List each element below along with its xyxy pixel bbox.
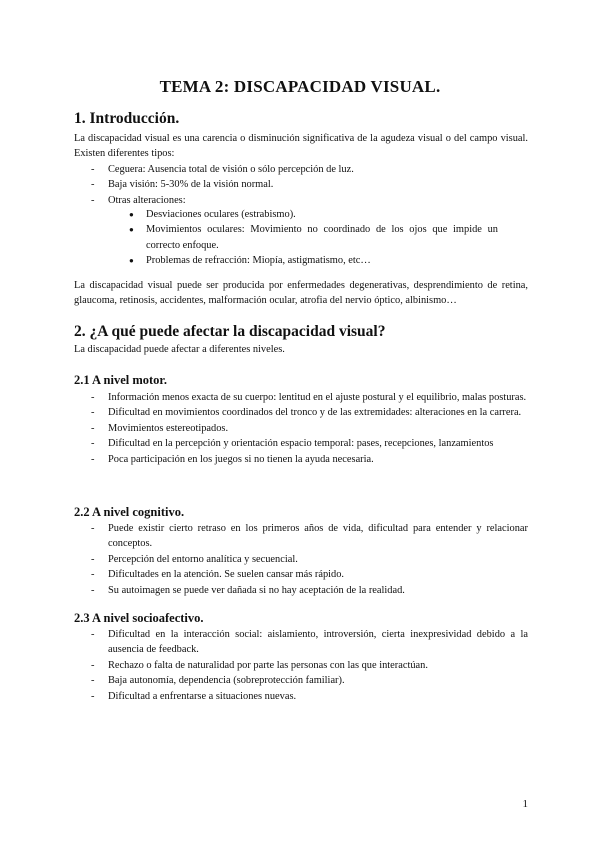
list-item: - Baja visión: 5-30% de la visión normal. bbox=[72, 177, 528, 192]
cognitive-list bbox=[72, 521, 528, 598]
motor-list bbox=[72, 390, 528, 467]
list-item: ● Problemas de refracción: Miopía, astigmatismo, etc… bbox=[72, 253, 498, 268]
list-item: - Información menos exacta de su cuerpo: lentitud en el ajuste postural y el equilibrio, malas posturas. bbox=[72, 390, 528, 405]
list-item: - Baja autonomía, dependencia (sobreprotección familiar). bbox=[72, 673, 528, 688]
heading-introduccion: 1. Introducción. bbox=[74, 110, 180, 127]
list-item: ● Movimientos oculares: Movimiento no coordinado de los ojos que impide un correcto enfoque. bbox=[72, 222, 498, 253]
affects-paragraph: La discapacidad puede afectar a diferentes niveles. bbox=[74, 344, 285, 355]
heading-nivel-cognitivo: 2.2 A nivel cognitivo. bbox=[74, 505, 185, 519]
intro-paragraph: La discapacidad visual es una carencia o disminución significativa de la agudeza visual o del campo visual. Existen diferentes tipos: bbox=[74, 133, 528, 160]
document-title: TEMA 2: DISCAPACIDAD VISUAL. bbox=[159, 77, 441, 96]
list-item: - Dificultades en la atención. Se suelen cansar más rápido. bbox=[72, 567, 528, 582]
intro-causes-paragraph: La discapacidad visual puede ser producida por enfermedades degenerativas, desprendimiento de retina, glaucoma, retinosis, accidentes, malformación ocular, atrofia del nervio óptico, albinismo… bbox=[74, 280, 528, 307]
list-item: - Otras alteraciones: bbox=[72, 193, 528, 208]
heading-afectar: 2. ¿A qué puede afectar la discapacidad visual? bbox=[74, 323, 386, 340]
list-item: - Rechazo o falta de naturalidad por parte las personas con las que interactúan. bbox=[72, 658, 528, 673]
list-item: - Percepción del entorno analítica y secuencial. bbox=[72, 552, 528, 567]
intro-subitem-list bbox=[72, 207, 498, 269]
heading-nivel-socioafectivo: 2.3 A nivel socioafectivo. bbox=[74, 611, 204, 625]
list-item: - Su autoimagen se puede ver dañada si no hay aceptación de la realidad. bbox=[72, 583, 528, 598]
list-item: - Puede existir cierto retraso en los primeros años de vida, dificultad para entender y relacionar conceptos. bbox=[72, 521, 528, 552]
list-item: - Movimientos estereotipados. bbox=[72, 421, 528, 436]
list-item: ● Desviaciones oculares (estrabismo). bbox=[72, 207, 498, 222]
intro-type-list bbox=[72, 162, 528, 208]
page-number: 1 bbox=[522, 798, 528, 810]
list-item: - Dificultad en la interacción social: aislamiento, introversión, cierta inexpresividad debido a la ausencia de feedback. bbox=[72, 627, 528, 658]
socio-list bbox=[72, 627, 528, 704]
list-item: - Ceguera: Ausencia total de visión o sólo percepción de luz. bbox=[72, 162, 528, 177]
heading-nivel-motor: 2.1 A nivel motor. bbox=[74, 373, 167, 387]
list-item: - Dificultad en la percepción y orientación espacio temporal: pases, recepciones, lanzamientos bbox=[72, 436, 528, 451]
list-item: - Dificultad en movimientos coordinados del tronco y de las extremidades: alteraciones en la carrera. bbox=[72, 405, 528, 420]
list-item: - Dificultad a enfrentarse a situaciones nuevas. bbox=[72, 689, 528, 704]
list-item: - Poca participación en los juegos si no tienen la ayuda necesaria. bbox=[72, 452, 528, 467]
